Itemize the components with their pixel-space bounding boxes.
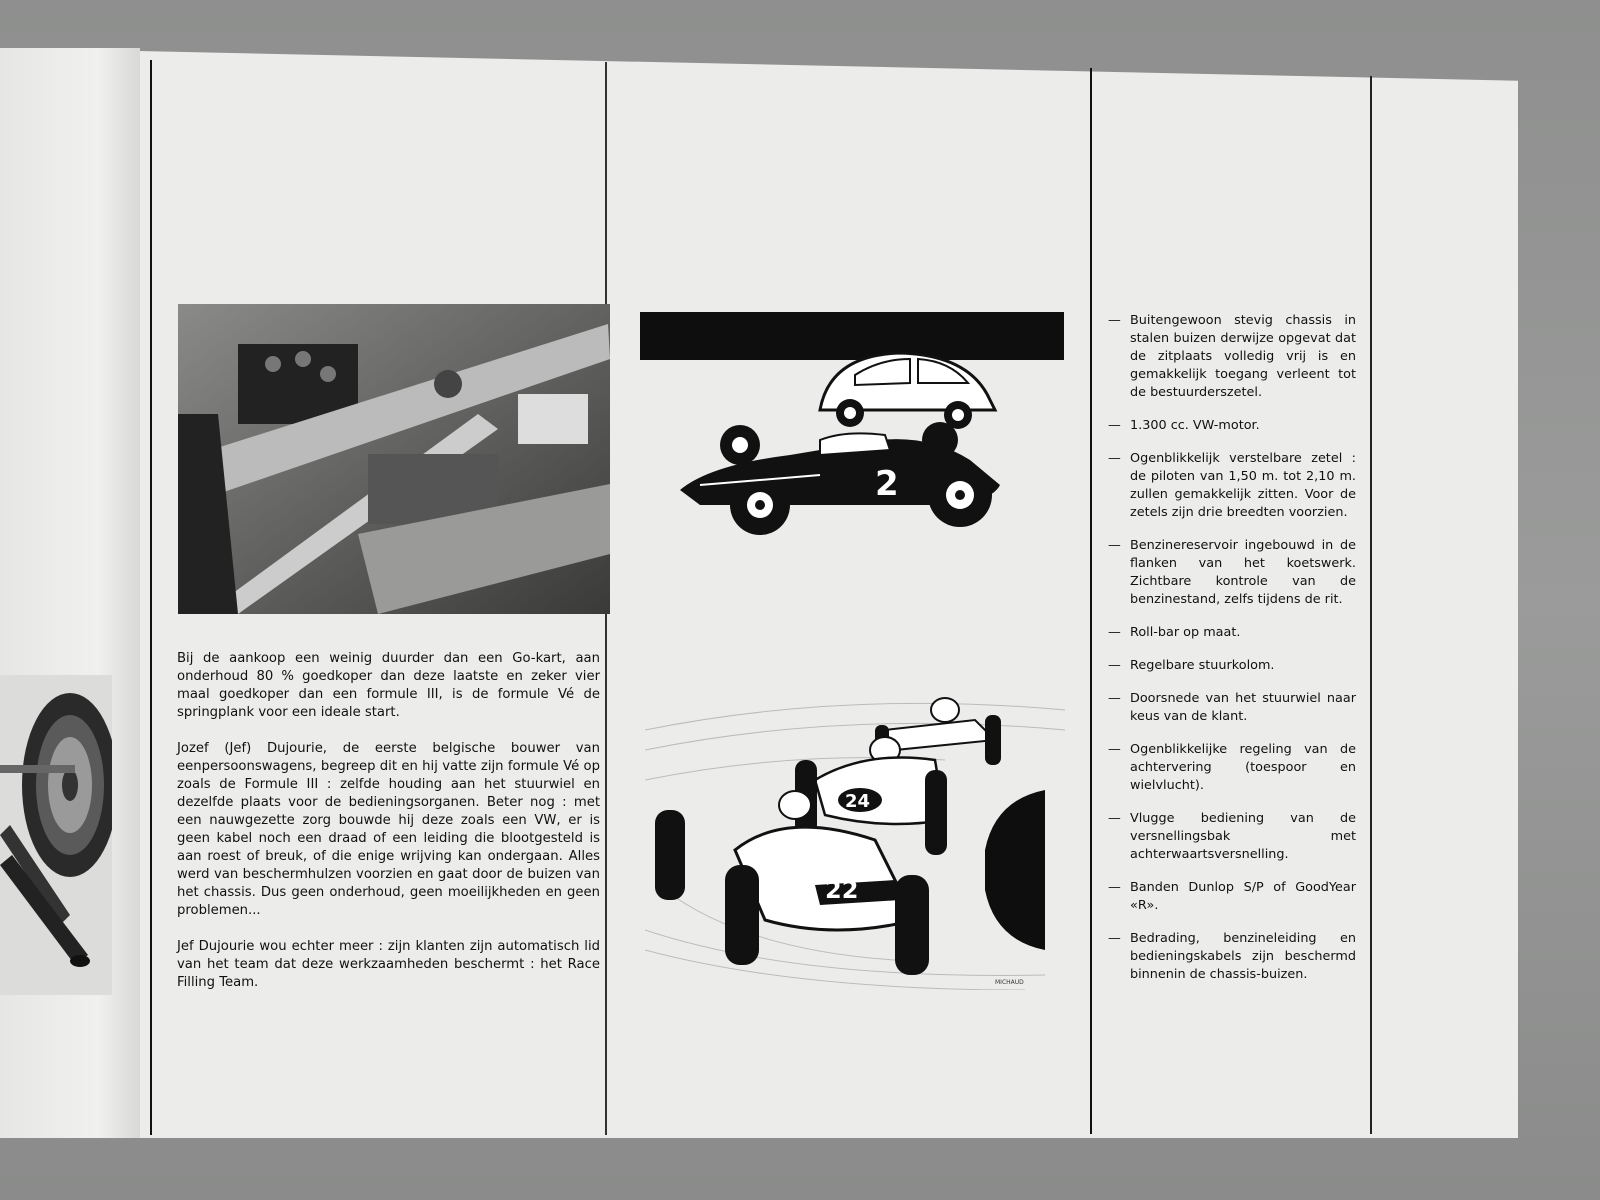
paragraph-dujourie: Jozef (Jef) Dujourie, de eerste belgische bouwer van eenpersoonswagens, begreep dit en hij vatte zijn formule Vé op zoals de Formule III : zelfde houding aan het stuurwiel en dezelfde plaats voor de bedieningsorganen. Beter nog : met een nauwgezette zorg bouwde hij deze zoals een VW, er is geen kabel noch een draad of een leiding die blootgesteld is aan roest of breuk, of die enige wrijving kan ondergaan. Alles werd van beschermhulzen voorzien en gaat door de buizen van het chassis. Dus geen onderhoud, geen moeilijkheden en geen problemen... bbox=[177, 741, 600, 918]
feature-text: Roll-bar op maat. bbox=[1130, 625, 1241, 640]
feature-dash: — bbox=[1108, 313, 1121, 328]
feature-text: Ogenblikkelijke regeling van de achtervering (toespoor en wielvlucht). bbox=[1130, 742, 1356, 793]
feature-item bbox=[1108, 810, 1356, 864]
feature-dash: — bbox=[1108, 658, 1121, 673]
feature-item bbox=[1108, 450, 1356, 522]
feature-text: 1.300 cc. VW-motor. bbox=[1130, 418, 1260, 433]
feature-item bbox=[1108, 312, 1356, 402]
feature-dash: — bbox=[1108, 691, 1121, 706]
feature-text: Buitengewoon stevig chassis in stalen buizen derwijze opgevat dat de zitplaats volledig vrij is en gemakkelijk toegang verleent tot de bestuurderszetel. bbox=[1130, 313, 1356, 400]
race-number-mid: 24 bbox=[845, 791, 871, 812]
feature-item bbox=[1108, 537, 1356, 609]
feature-item bbox=[1108, 417, 1356, 435]
paragraph-team: Jef Dujourie wou echter meer : zijn klanten zijn automatisch lid van het team dat deze werkzaamheden beschermt : het Race Filling Team. bbox=[177, 939, 600, 990]
feature-dash: — bbox=[1108, 880, 1121, 895]
race-scene-art bbox=[645, 690, 1065, 990]
feature-dash: — bbox=[1108, 418, 1121, 433]
feature-dash: — bbox=[1108, 538, 1121, 553]
wheel-photo-art bbox=[0, 675, 112, 995]
feature-item bbox=[1108, 657, 1356, 675]
race-number-front: 22 bbox=[825, 876, 859, 904]
feature-item bbox=[1108, 690, 1356, 726]
feature-list bbox=[1108, 312, 1356, 999]
feature-text: Banden Dunlop S/P of GoodYear «R». bbox=[1130, 880, 1356, 913]
chassis-photo-art bbox=[178, 304, 610, 614]
feature-dash: — bbox=[1108, 451, 1121, 466]
feature-text: Benzinereservoir ingebouwd in de flanken van het koetswerk. Zichtbare kontrole van de benzinestand, zelfs tijdens de rit. bbox=[1130, 538, 1356, 607]
feature-text: Regelbare stuurkolom. bbox=[1130, 658, 1275, 673]
artist-signature: MICHAUD bbox=[995, 979, 1024, 986]
feature-text: Doorsnede van het stuurwiel naar keus van de klant. bbox=[1130, 691, 1356, 724]
feature-item bbox=[1108, 624, 1356, 642]
chassis-photo bbox=[178, 304, 610, 614]
feature-dash: — bbox=[1108, 742, 1121, 757]
intro-text bbox=[177, 650, 600, 1010]
feature-item bbox=[1108, 879, 1356, 915]
wheel-photo bbox=[0, 675, 112, 995]
paragraph-price: Bij de aankoop een weinig duurder dan een Go-kart, aan onderhoud 80 % goedkoper dan deze laatste en zeker vier maal goedkoper dan een formule III, is de formule Vé de springplank voor een ideale start. bbox=[177, 651, 600, 720]
beetle-and-racer-illustration bbox=[670, 345, 1040, 559]
feature-dash: — bbox=[1108, 625, 1121, 640]
racer-number: 2 bbox=[875, 464, 899, 504]
feature-dash: — bbox=[1108, 811, 1121, 826]
feature-item bbox=[1108, 930, 1356, 984]
feature-text: Ogenblikkelijk verstelbare zetel : de piloten van 1,50 m. tot 2,10 m. zullen gemakkelijk zitten. Voor de zetels zijn drie breedten voorzien. bbox=[1130, 451, 1356, 520]
column-rule-1 bbox=[150, 60, 152, 1135]
race-scene-illustration bbox=[645, 690, 1065, 994]
feature-dash: — bbox=[1108, 931, 1121, 946]
column-rule-4 bbox=[1370, 76, 1372, 1134]
feature-item bbox=[1108, 741, 1356, 795]
feature-text: Vlugge bediening van de versnellingsbak met achterwaartsversnelling. bbox=[1130, 811, 1356, 862]
column-rule-3 bbox=[1090, 68, 1092, 1134]
feature-text: Bedrading, benzineleiding en bedieningskabels zijn beschermd binnenin de chassis-buizen. bbox=[1130, 931, 1356, 982]
cars-illustration-art bbox=[670, 345, 1040, 555]
